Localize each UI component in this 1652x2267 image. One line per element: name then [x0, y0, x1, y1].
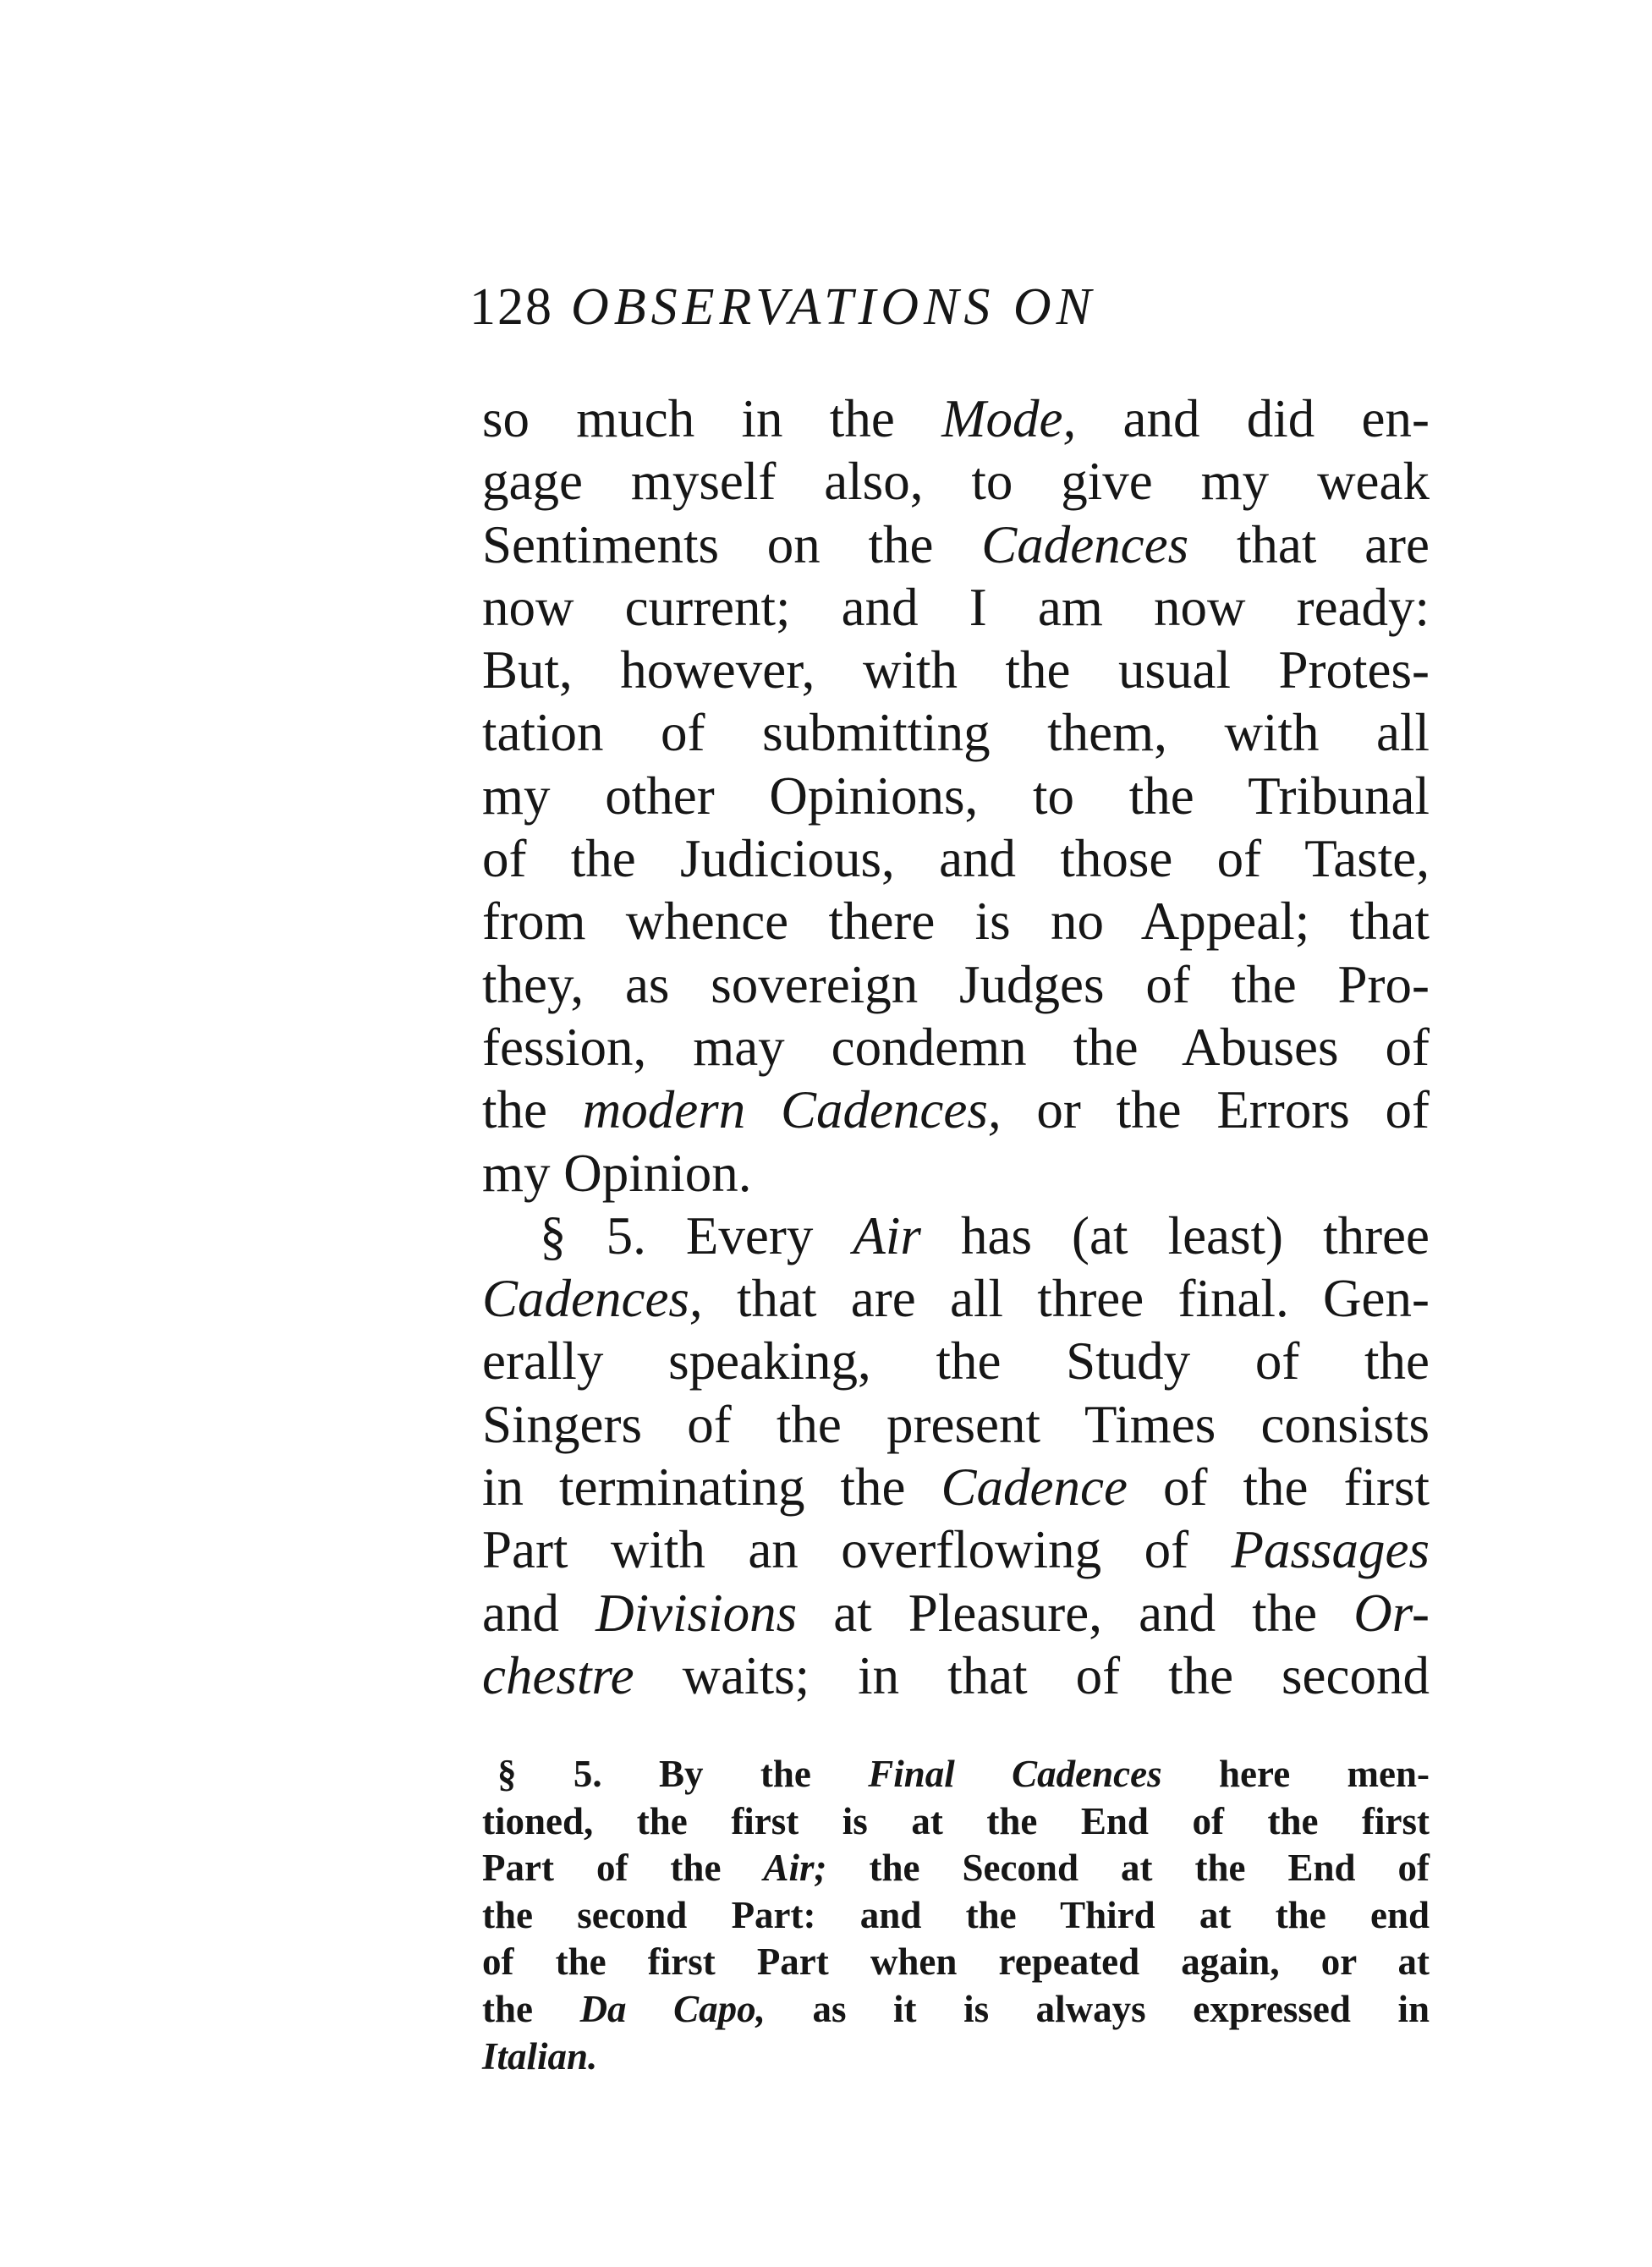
page-number: 128	[469, 278, 553, 336]
running-head	[469, 269, 1442, 345]
footnote	[482, 1751, 1430, 2080]
running-title: OBSERVATIONS ON	[571, 278, 1096, 336]
text-line: Cadences, that are all three final. Gen-	[482, 1269, 1430, 1329]
footnote-line: Part of the Air; the Second at the End of	[482, 1847, 1430, 1890]
footnote-line: of the first Part when repeated again, or at	[482, 1940, 1430, 1984]
text-line: Singers of the present Times consists	[482, 1394, 1430, 1454]
footnote-line: § 5. By the Final Cadences here men-	[497, 1753, 1430, 1795]
text-line: Sentiments on the Cadences that are	[482, 514, 1430, 574]
text-line: my Opinion.	[482, 1143, 752, 1203]
text-line: now current; and I am now ready:	[482, 577, 1430, 637]
text-line: the modern Cadences, or the Errors of	[482, 1080, 1430, 1140]
footnote-line: the second Part: and the Third at the end	[482, 1893, 1430, 1936]
text-line: erally speaking, the Study of the	[482, 1331, 1430, 1391]
text-line: of the Judicious, and those of Taste,	[482, 829, 1430, 889]
text-line: gage myself also, to give my weak	[482, 452, 1430, 512]
text-line: my other Opinions, to the Tribunal	[482, 766, 1430, 826]
text-line: so much in the Mode, and did en-	[482, 389, 1430, 448]
text-line: chestre waits; in that of the second	[482, 1645, 1430, 1705]
main-text	[482, 387, 1430, 1707]
text-line: fession, may condemn the Abuses of	[482, 1017, 1430, 1077]
text-line: in terminating the Cadence of the first	[482, 1457, 1430, 1518]
text-line: Part with an overflowing of Passages	[482, 1520, 1430, 1580]
text-line: from whence there is no Appeal; that	[482, 892, 1430, 952]
text-line: But, however, with the usual Protes-	[482, 640, 1430, 700]
text-line: tation of submitting them, with all	[482, 703, 1430, 763]
footnote-line: the Da Capo, as it is always expressed in	[482, 1987, 1430, 2030]
footnote-line: tioned, the first is at the End of the first	[482, 1799, 1430, 1842]
footnote-line: Italian.	[482, 2034, 598, 2078]
text-line: § 5. Every Air has (at least) three	[540, 1205, 1430, 1265]
text-line: and Divisions at Pleasure, and the Or-	[482, 1583, 1430, 1643]
text-line: they, as sovereign Judges of the Pro-	[482, 954, 1430, 1014]
